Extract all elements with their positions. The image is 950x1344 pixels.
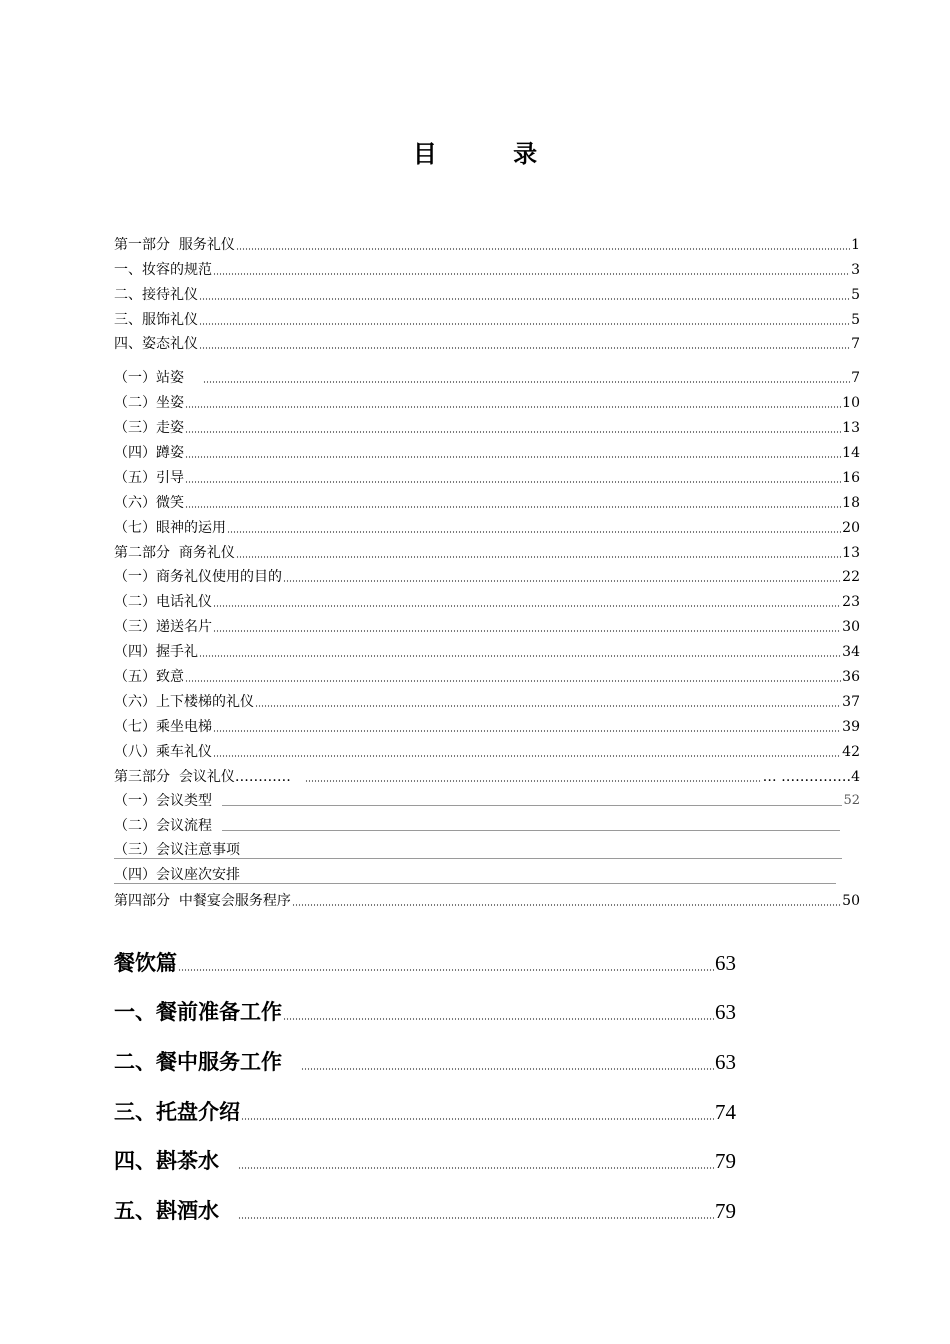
toc-entry-page: 63: [715, 1050, 736, 1075]
toc-entry-page: 79: [715, 1149, 736, 1174]
toc-entry-label: （二）会议流程: [114, 818, 212, 835]
dot-leader: [255, 705, 841, 707]
toc-entry[interactable]: [114, 685, 860, 710]
toc-entry-page: … ……………4: [762, 768, 860, 785]
dot-leader: [178, 969, 714, 971]
toc-entry-label: 四、姿态礼仪: [114, 336, 198, 353]
dot-leader: [185, 506, 841, 508]
toc-entry-label: （二）电话礼仪: [114, 594, 212, 611]
toc-entry[interactable]: [114, 328, 860, 353]
toc-entry-label: （一）商务礼仪使用的目的: [114, 569, 282, 586]
toc-entry[interactable]: [114, 511, 860, 536]
toc-entry-page: 1: [851, 236, 860, 253]
toc-entry-label: （三）走姿: [114, 420, 184, 437]
toc-entry-page: 16: [842, 469, 860, 486]
toc-entry-page: 18: [842, 494, 860, 511]
leader-line: [222, 805, 842, 806]
dot-leader: [283, 1018, 714, 1020]
toc-entry[interactable]: [114, 834, 860, 859]
dot-leader: [238, 1167, 714, 1169]
dot-leader: [227, 531, 841, 533]
toc-entry[interactable]: [114, 386, 860, 411]
toc-entry-label: （四）握手礼: [114, 644, 198, 661]
toc-entry-label: 一、妆容的规范: [114, 261, 212, 278]
toc-entry-page: 52: [843, 793, 860, 809]
toc-entry[interactable]: [114, 884, 860, 909]
toc-entry[interactable]: [114, 436, 860, 461]
toc-entry[interactable]: [114, 561, 860, 586]
dot-leader: [305, 780, 762, 782]
toc-entry-label: （七）乘坐电梯: [114, 718, 212, 735]
toc-entry-label: （四）会议座次安排: [114, 867, 240, 884]
toc-entry-page: 42: [842, 743, 860, 760]
toc-entry-label: 一、餐前准备工作: [114, 999, 282, 1025]
toc-entry[interactable]: [114, 536, 860, 561]
toc-entry-page: 39: [842, 718, 860, 735]
toc-entry[interactable]: [114, 1025, 736, 1075]
dot-leader: [185, 481, 841, 483]
toc-entry-page: 63: [715, 1000, 736, 1025]
toc-entry-page: 74: [715, 1099, 736, 1124]
toc-entry-page: 36: [842, 669, 860, 686]
dot-leader: [238, 1217, 714, 1219]
toc-entry-label: （三）会议注意事项: [114, 842, 240, 859]
toc-entry-page: 37: [842, 693, 860, 710]
toc-entry-label: （七）眼神的运用: [114, 519, 226, 536]
toc-entry[interactable]: [114, 976, 736, 1026]
toc-entry-page: 22: [842, 569, 860, 586]
toc-entry-label: 四、斟茶水: [114, 1148, 227, 1174]
toc-entry-page: 3: [851, 261, 860, 278]
toc-entry-label: 第四部分 中餐宴会服务程序: [114, 893, 291, 910]
toc-entry[interactable]: [114, 610, 860, 635]
dot-leader: [236, 556, 841, 558]
dot-leader: [185, 456, 841, 458]
toc-entry-page: 34: [842, 644, 860, 661]
toc-entry[interactable]: [114, 303, 860, 328]
toc-entry[interactable]: [114, 1125, 736, 1175]
toc-entry-page: 13: [842, 420, 860, 437]
toc-entry[interactable]: [114, 760, 860, 785]
dot-leader: [213, 755, 841, 757]
leader-line: [222, 830, 840, 831]
toc-entry-label: 第三部分 会议礼仪…………: [114, 768, 291, 785]
dot-leader: [213, 630, 841, 632]
toc-entry-page: 10: [842, 395, 860, 412]
toc-entry-label: （一）会议类型: [114, 793, 212, 810]
dot-leader: [213, 273, 850, 275]
dot-leader: [199, 655, 841, 657]
dot-leader: [199, 323, 850, 325]
toc-entry-label: 三、服饰礼仪: [114, 311, 198, 328]
dot-leader: [199, 298, 850, 300]
toc-entry-label: （一）站姿: [114, 370, 202, 387]
toc-entry-page: 7: [851, 370, 860, 387]
toc-entry-label: （八）乘车礼仪: [114, 743, 212, 760]
toc-entry[interactable]: [114, 361, 860, 386]
toc-entry-page: 14: [842, 445, 860, 462]
toc-entry[interactable]: [114, 859, 860, 884]
toc-entry[interactable]: [114, 411, 860, 436]
toc-entry[interactable]: [114, 486, 860, 511]
toc-entry-page: 13: [842, 544, 860, 561]
toc-entry-label: 五、斟酒水: [114, 1198, 227, 1224]
dot-leader: [199, 347, 850, 349]
toc-entry-label: （五）引导: [114, 469, 184, 486]
toc-entry[interactable]: [114, 278, 860, 303]
toc-entry-page: 23: [842, 594, 860, 611]
toc-entry-label: 二、接待礼仪: [114, 286, 198, 303]
toc-entry[interactable]: [114, 253, 860, 278]
dot-leader: [213, 605, 841, 607]
toc-entry[interactable]: [114, 809, 860, 834]
toc-entry-page: 63: [715, 950, 736, 975]
toc-entry-label: （六）微笑: [114, 494, 184, 511]
toc-entry-label: 第二部分 商务礼仪: [114, 544, 235, 561]
toc-entry-label: （四）蹲姿: [114, 445, 184, 462]
toc-entry-page: 7: [851, 336, 860, 353]
toc-entry[interactable]: [114, 635, 860, 660]
dot-leader: [203, 381, 850, 383]
dot-leader: [185, 406, 841, 408]
dot-leader: [292, 904, 841, 906]
toc-entry-page: 5: [851, 286, 860, 303]
toc-entry-label: 二、餐中服务工作: [114, 1049, 290, 1075]
toc-entry-page: 30: [842, 619, 860, 636]
toc-entry[interactable]: [114, 710, 860, 735]
toc-entry-label: （五）致意: [114, 669, 184, 686]
toc-entry[interactable]: [114, 585, 860, 610]
toc-entry-label: （三）递送名片: [114, 619, 212, 636]
toc-entry-page: 20: [842, 519, 860, 536]
toc-entry-label: 三、托盘介绍: [114, 1098, 240, 1124]
toc-entry-label: 餐饮篇: [114, 949, 177, 975]
toc-entry[interactable]: [114, 735, 860, 760]
toc-entry[interactable]: [114, 926, 736, 976]
toc-entry[interactable]: [114, 461, 860, 486]
dot-leader: [213, 730, 841, 732]
dot-leader: [185, 431, 841, 433]
toc-entry[interactable]: [114, 1075, 736, 1125]
table-of-contents: [114, 228, 860, 909]
toc-entry[interactable]: [114, 660, 860, 685]
toc-entry-label: （六）上下楼梯的礼仪: [114, 693, 254, 710]
toc-entry[interactable]: [114, 785, 860, 810]
toc-entry-label: 第一部分 服务礼仪: [114, 236, 235, 253]
dot-leader: [185, 680, 841, 682]
toc-entry-label: （二）坐姿: [114, 395, 184, 412]
page-title: 目 录: [412, 139, 572, 168]
dot-leader: [301, 1068, 714, 1070]
dot-leader: [283, 580, 841, 582]
toc-entry-page: 5: [851, 311, 860, 328]
toc-entry[interactable]: [114, 1174, 736, 1224]
catering-toc: [114, 926, 736, 1224]
dot-leader: [241, 1118, 714, 1120]
toc-entry[interactable]: [114, 228, 860, 253]
toc-entry-page: 79: [715, 1199, 736, 1224]
toc-entry-page: 50: [842, 893, 860, 910]
dot-leader: [236, 248, 850, 250]
